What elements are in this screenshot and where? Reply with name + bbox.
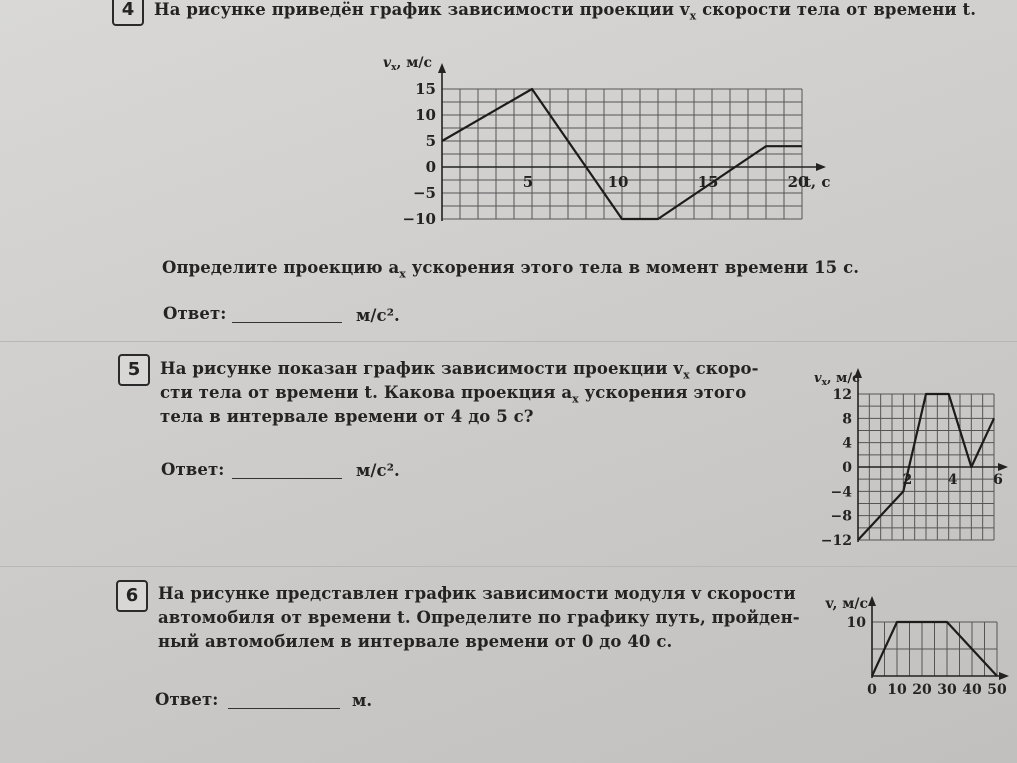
task4-statement-tail: скорости тела от времени t. <box>696 0 977 19</box>
task5-line-2-sub: x <box>572 392 579 406</box>
task4-question <box>162 256 859 285</box>
task4-sub: x <box>689 9 697 23</box>
y-tick-label: 0 <box>842 460 852 476</box>
x-tick-label: 30 <box>937 682 957 698</box>
task6-answer-unit: м. <box>352 691 373 710</box>
y-tick-label: 15 <box>415 80 436 98</box>
task6-line-2: автомобиля от времени t. Определите по графику путь, пройден- <box>158 608 800 627</box>
x-tick-label: 40 <box>962 682 982 698</box>
task-number-6 <box>116 580 148 612</box>
task6-answer-field[interactable] <box>228 708 340 709</box>
task5-line-1-tail: скоро- <box>689 359 759 378</box>
task4-statement-text: На рисунке приведён график зависимости проекции v <box>154 0 690 19</box>
x-tick-label: 5 <box>522 173 534 191</box>
x-tick-label: 20 <box>787 173 809 191</box>
task4-question-tail: ускорения этого тела в момент времени 15 с. <box>405 258 860 277</box>
y-tick-label: 0 <box>425 158 436 176</box>
x-tick-label: 6 <box>993 472 1003 488</box>
y-axis-arrow <box>868 596 876 606</box>
task-number-4 <box>112 0 144 26</box>
y-axis-label: $v_x$, м/с <box>814 371 860 388</box>
task4-answer-label: Ответ: <box>163 304 227 323</box>
x-axis-label: t, с <box>804 173 831 191</box>
task4-answer-unit: м/с². <box>356 306 400 325</box>
y-tick-label: −4 <box>830 484 852 501</box>
task5-answer-field[interactable] <box>232 478 342 479</box>
x-tick-label: 4 <box>947 472 958 488</box>
task4-answer-field[interactable] <box>232 322 342 323</box>
x-tick-label: 2 <box>902 472 913 488</box>
y-tick-label: 10 <box>846 615 866 631</box>
y-axis-arrow <box>438 63 446 73</box>
task-number-5 <box>118 354 150 386</box>
task5-line-1-text: На рисунке показан график зависимости проекции v <box>160 359 684 378</box>
task-number-text: 5 <box>127 359 141 380</box>
y-tick-label: −5 <box>412 184 436 202</box>
task5-answer-label: Ответ: <box>161 460 225 479</box>
task5-graph <box>790 362 1017 558</box>
y-axis-label: v, м/с <box>825 596 868 612</box>
y-tick-label: −8 <box>830 508 852 525</box>
x-tick-label: 15 <box>697 173 719 191</box>
task6-line-3: ный автомобилем в интервале времени от 0 до 40 с. <box>158 632 673 651</box>
task-number-text: 6 <box>125 585 139 606</box>
task4-question-text: Определите проекцию a <box>162 258 400 277</box>
task5-line-3: тела в интервале времени от 4 до 5 с? <box>160 407 534 426</box>
task5-line-1-sub: x <box>683 368 690 382</box>
y-tick-label: −12 <box>820 533 852 549</box>
x-tick-label: 10 <box>887 682 907 698</box>
x-tick-label: 10 <box>607 173 629 191</box>
x-axis-arrow <box>999 672 1009 680</box>
task4-question-sub: x <box>399 267 406 281</box>
y-tick-label: 4 <box>842 435 852 452</box>
x-axis-arrow <box>998 463 1008 471</box>
x-tick-label: 50 <box>987 682 1007 698</box>
task6-graph <box>800 580 1017 710</box>
divider <box>0 566 1017 567</box>
task5-line-2-tail: ускорения этого <box>578 383 747 402</box>
x-tick-label: 0 <box>867 682 877 698</box>
task5-answer-unit: м/с². <box>356 461 400 480</box>
y-axis-label: $v_x$, м/с <box>382 55 432 73</box>
task5-line-2-text: сти тела от времени t. Какова проекция a <box>160 383 573 402</box>
y-tick-label: 5 <box>425 132 436 150</box>
x-tick-label: 20 <box>912 682 932 698</box>
task6-line-1: На рисунке представлен график зависимости модуля v скорости <box>158 584 796 603</box>
y-tick-label: 10 <box>415 106 436 124</box>
task-number-text: 4 <box>121 0 135 20</box>
x-axis-arrow <box>816 163 826 171</box>
task4-statement <box>154 0 976 27</box>
y-tick-label: −10 <box>402 210 436 228</box>
divider <box>0 341 1017 342</box>
task4-graph <box>360 44 840 244</box>
y-tick-label: 12 <box>832 387 852 403</box>
task6-answer-label: Ответ: <box>155 690 219 709</box>
y-tick-label: 8 <box>842 411 852 428</box>
